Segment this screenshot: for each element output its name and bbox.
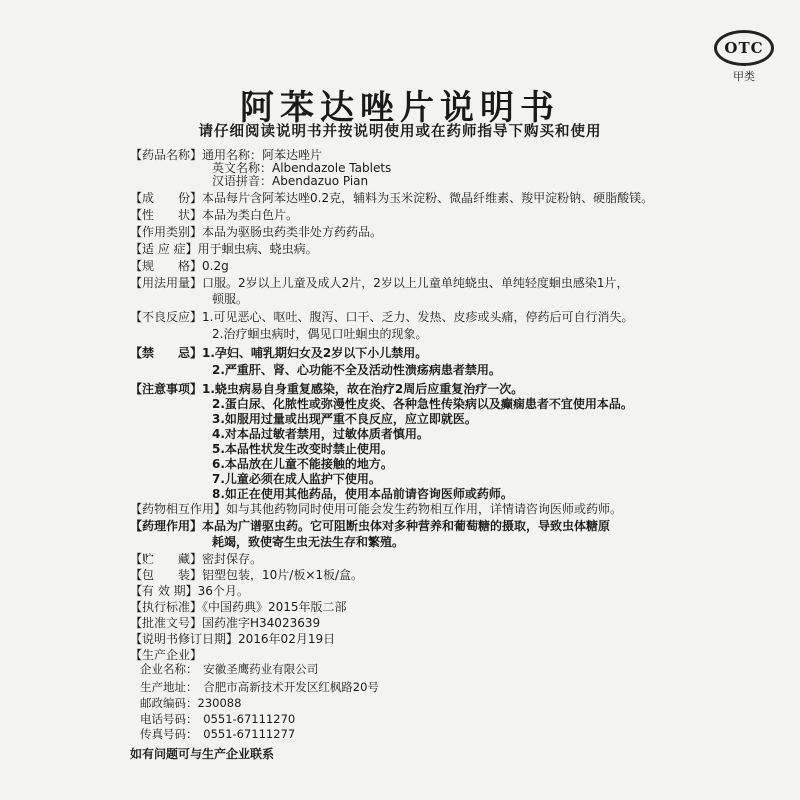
packaging-text: 铝塑包装，10片/板×1板/盒。 bbox=[202, 568, 364, 582]
interactions-row bbox=[130, 500, 730, 518]
page-subtitle: 请仔细阅读说明书并按说明使用或在药师指导下购买和使用 bbox=[198, 124, 602, 140]
indications-text: 用于蛔虫病、蛲虫病。 bbox=[197, 242, 318, 256]
contra-label: 【禁 忌】 bbox=[130, 346, 203, 360]
ingredients-text: 本品每片含阿苯达唑0.2克，辅料为玉米淀粉、微晶纤维素、羧甲淀粉钠、硬脂酸镁。 bbox=[202, 191, 654, 205]
company-tel-row bbox=[140, 710, 740, 728]
dosage-label: 【用法用量】 bbox=[130, 276, 203, 290]
standard-label: 【执行标准】 bbox=[130, 600, 203, 614]
storage-label: 【贮 藏】 bbox=[130, 552, 203, 566]
appearance-label: 【性 状】 bbox=[130, 208, 203, 222]
approval-label: 【批准文号】 bbox=[130, 616, 203, 630]
company-zip: 230088 bbox=[197, 696, 242, 710]
manufacturer-label: 【生产企业】 bbox=[130, 648, 203, 662]
spec-row bbox=[130, 257, 730, 275]
otc-class: 甲类 bbox=[733, 70, 755, 83]
validity-text: 36个月。 bbox=[197, 584, 249, 598]
precaution-item: 6.本品放在儿童不能接触的地方。 bbox=[212, 457, 393, 471]
dosage-row-2 bbox=[130, 290, 730, 308]
precaution-item: 5.本品性状发生改变时禁止使用。 bbox=[212, 442, 393, 456]
pharmacology-text: 本品为广谱驱虫药。它可阻断虫体对多种营养和葡萄糖的摄取，导致虫体糖原 bbox=[202, 519, 611, 533]
ingredients-row bbox=[130, 189, 730, 207]
precaution-item: 7.儿童必须在成人监护下使用。 bbox=[212, 472, 381, 486]
indications-row bbox=[130, 240, 730, 258]
otc-badge bbox=[713, 30, 775, 84]
category-text: 本品为驱肠虫药类非处方药药品。 bbox=[202, 225, 383, 239]
packaging-label: 【包 装】 bbox=[130, 568, 203, 582]
dosage-text: 口服。2岁以上儿童及成人2片，2岁以上儿童单纯蛲虫、单纯轻度蛔虫感染1片， bbox=[202, 276, 629, 290]
ingredients-label: 【成 份】 bbox=[130, 191, 203, 205]
precaution-item: 8.如正在使用其他药品，使用本品前请咨询医师或药师。 bbox=[212, 487, 513, 501]
interactions-label: 【药物相互作用】 bbox=[130, 502, 227, 516]
pharmacology-row-2 bbox=[130, 533, 730, 551]
approval-text: 国药准字H34023639 bbox=[202, 616, 321, 630]
company-fax: 0551-67111277 bbox=[203, 727, 296, 741]
company-name: 安徽圣鹰药业有限公司 bbox=[203, 662, 319, 676]
footer-note: 如有问题可与生产企业联系 bbox=[130, 747, 275, 761]
contra-row-2 bbox=[130, 361, 730, 379]
spec-text: 0.2g bbox=[202, 259, 229, 273]
revision-label: 【说明书修订日期】 bbox=[130, 632, 239, 646]
precaution-item: 2.蛋白尿、化脓性或弥漫性皮炎、各种急性传染病以及癫痫患者不宜使用本品。 bbox=[212, 397, 633, 411]
adverse-label: 【不良反应】 bbox=[130, 310, 203, 324]
adverse-row bbox=[130, 308, 730, 326]
validity-label: 【有 效 期】 bbox=[130, 584, 198, 598]
indications-label: 【适 应 症】 bbox=[130, 242, 198, 256]
category-label: 【作用类别】 bbox=[130, 225, 203, 239]
revision-text: 2016年02月19日 bbox=[238, 632, 336, 646]
adverse-item: 1.可见恶心、呕吐、腹泻、口干、乏力、发热、皮疹或头痛，停药后可自行消失。 bbox=[202, 310, 634, 324]
interactions-text: 如与其他药物同时使用可能会发生药物相互作用，详情请咨询医师或药师。 bbox=[226, 502, 623, 516]
company-address-label: 生产地址： bbox=[140, 680, 192, 694]
pharmacology-text-2: 耗竭，致使寄生虫无法生存和繁殖。 bbox=[212, 535, 405, 549]
standard-text: 《中国药典》2015年版二部 bbox=[202, 600, 347, 614]
company-address: 合肥市高新技术开发区红枫路20号 bbox=[203, 680, 379, 694]
company-tel-label: 电话号码： bbox=[140, 712, 192, 726]
contra-row bbox=[130, 344, 730, 362]
pinyin-name: 汉语拼音：Abendazuo Pian bbox=[212, 174, 369, 188]
precaution-item: 3.如服用过量或出现严重不良反应，应立即就医。 bbox=[212, 412, 477, 426]
appearance-row bbox=[130, 206, 730, 224]
dosage-text-2: 顿服。 bbox=[212, 292, 249, 306]
pinyin-name-row bbox=[130, 172, 730, 190]
precaution-item: 4.对本品过敏者禁用，过敏体质者慎用。 bbox=[212, 427, 429, 441]
precautions-label: 【注意事项】 bbox=[130, 382, 203, 396]
company-tel: 0551-67111270 bbox=[203, 712, 296, 726]
english-name: 英文名称：Albendazole Tablets bbox=[212, 161, 392, 175]
appearance-text: 本品为类白色片。 bbox=[202, 208, 299, 222]
generic-name: 通用名称：阿苯达唑片 bbox=[202, 148, 323, 162]
spec-label: 【规 格】 bbox=[130, 259, 203, 273]
company-fax-label: 传真号码： bbox=[140, 727, 192, 741]
company-name-row bbox=[140, 660, 740, 678]
drug-name-label: 【药品名称】 bbox=[130, 148, 203, 162]
contra-item: 2.严重肝、肾、心功能不全及活动性溃疡病患者禁用。 bbox=[212, 363, 501, 377]
company-fax-row bbox=[140, 727, 740, 741]
contra-item: 1.孕妇、哺乳期妇女及2岁以下小儿禁用。 bbox=[202, 346, 428, 360]
storage-text: 密封保存。 bbox=[202, 552, 263, 566]
otc-mark: OTC bbox=[714, 30, 774, 66]
adverse-item: 2.治疗蛔虫病时，偶见口吐蛔虫的现象。 bbox=[212, 327, 428, 341]
precaution-item: 1.蛲虫病易自身重复感染，故在治疗2周后应重复治疗一次。 bbox=[202, 382, 524, 396]
page-title: 阿苯达唑片说明书 bbox=[240, 88, 560, 128]
pharmacology-label: 【药理作用】 bbox=[130, 519, 203, 533]
category-row bbox=[130, 223, 730, 241]
adverse-row-2 bbox=[130, 325, 730, 343]
company-zip-label: 邮政编码： bbox=[140, 696, 198, 710]
company-name-label: 企业名称： bbox=[140, 662, 192, 676]
